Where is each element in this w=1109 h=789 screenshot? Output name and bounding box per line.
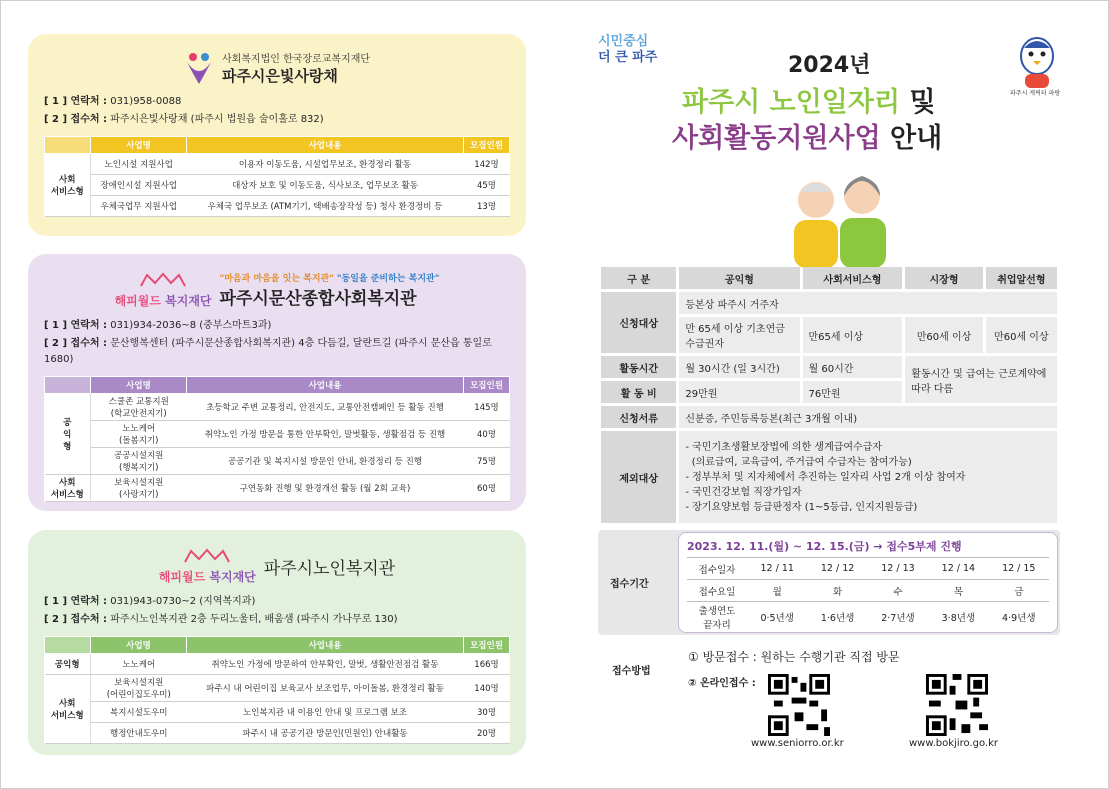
contact-value: 031)943-0730~2 (지역복지과) <box>110 596 256 607</box>
group-label: 공익형 <box>45 654 91 675</box>
eunbit-org-sub: 사회복지법인 한국장로교복지재단 <box>221 54 371 65</box>
address-label: [ 2 ] 접수처 : <box>44 114 108 125</box>
schedule-row-birth-digit <box>687 602 1049 632</box>
header-content: 사업내용 <box>187 377 464 394</box>
program-name: 보육시설지원 (어린이집도우미) <box>91 675 187 702</box>
program-desc: 우체국 업무보조 (ATM기기, 택배송장작성 등) 청사 환경정비 등 <box>187 196 464 217</box>
apply-common: 등본상 파주시 거주자 <box>679 292 1057 314</box>
schedule-row-day <box>687 580 1049 602</box>
munsan-org-name: 파주시문산종합사회복지관 <box>219 289 417 309</box>
url-bokjiro[interactable]: www.bokjiro.go.kr <box>909 738 998 749</box>
header-program: 사업명 <box>91 137 187 154</box>
schedule-day: 월 <box>747 580 807 602</box>
hours-public: 월 30시간 (일 3시간) <box>679 356 799 378</box>
table-row <box>45 654 510 675</box>
table-header-row <box>45 637 510 654</box>
program-info-table <box>598 264 1060 526</box>
program-count: 13명 <box>464 196 510 217</box>
program-count: 60명 <box>464 475 510 502</box>
senior-center-program-table <box>44 636 510 744</box>
row-label-hours: 활동시간 <box>601 356 676 378</box>
headline-2-plain: 안내 <box>880 123 943 154</box>
table-row <box>45 196 510 217</box>
slogan-part-2: "동일을 준비하는 복지관" <box>336 274 440 284</box>
senior-center-contact <box>44 594 510 610</box>
schedule-label: 접수일자 <box>687 558 747 580</box>
schedule-date: 12 / 13 <box>868 558 928 580</box>
crown-icon <box>139 272 187 288</box>
eunbit-logo-icon <box>184 50 214 86</box>
table-row <box>45 421 510 448</box>
agency-card-eunbit <box>28 34 526 236</box>
program-desc: 취약노인 가정에 방문하여 안부확인, 말벗, 생활안전점검 활동 <box>187 654 464 675</box>
info-row-docs <box>601 406 1057 428</box>
program-name: 노인시설 지원사업 <box>91 154 187 175</box>
method-online: ② 온라인접수 : <box>688 678 756 689</box>
address-value: 파주시노인복지관 2층 두리노울터, 배움샘 (파주시 가나무로 130) <box>110 614 398 625</box>
program-count: 75명 <box>464 448 510 475</box>
pay-social: 76만원 <box>803 381 903 403</box>
program-name: 노노케어 <box>91 654 187 675</box>
program-count: 30명 <box>464 702 510 723</box>
method-label: 접수방법 <box>612 666 651 677</box>
schedule-digit: 3·8년생 <box>928 602 988 632</box>
schedule-digit: 4·9년생 <box>989 602 1049 632</box>
table-header-row <box>45 137 510 154</box>
schedule-day: 수 <box>868 580 928 602</box>
method-visit: ① 방문접수 : 원하는 수행기관 직접 방문 <box>688 650 900 664</box>
header-content: 사업내용 <box>187 137 464 154</box>
header-count: 모집인원 <box>464 637 510 654</box>
period-title: 2023. 12. 11.(월) ~ 12. 15.(금) → 접수5부제 진행 <box>687 540 962 553</box>
header-content: 사업내용 <box>187 637 464 654</box>
group-label: 사회 서비스형 <box>45 475 91 502</box>
table-row <box>45 723 510 744</box>
schedule-date: 12 / 14 <box>928 558 988 580</box>
table-row <box>45 448 510 475</box>
schedule-label: 접수요일 <box>687 580 747 602</box>
schedule-date: 12 / 11 <box>747 558 807 580</box>
info-row-apply <box>601 292 1057 314</box>
program-count: 145명 <box>464 394 510 421</box>
program-desc: 초등학교 주변 교통정리, 안전지도, 교통안전캠페인 등 활동 진행 <box>187 394 464 421</box>
munsan-address <box>44 336 510 368</box>
info-row-hours <box>601 356 1057 378</box>
application-period-section <box>598 530 1060 635</box>
program-desc: 파주시 내 공공기관 방문인(민원인) 안내활동 <box>187 723 464 744</box>
row-label-docs: 신청서류 <box>601 406 676 428</box>
senior-center-org-name: 파주시노인복지관 <box>263 558 396 579</box>
program-count: 20명 <box>464 723 510 744</box>
group-label: 사회 서비스형 <box>45 675 91 744</box>
schedule-label: 출생연도 끝자리 <box>687 602 747 632</box>
schedule-date: 12 / 12 <box>807 558 867 580</box>
col-public: 공익형 <box>679 267 799 289</box>
program-desc: 공공기관 및 복지시설 방문인 안내, 환경정리 등 진행 <box>187 448 464 475</box>
header-count: 모집인원 <box>464 377 510 394</box>
info-row-exclusion <box>601 431 1057 523</box>
url-seniorro[interactable]: www.seniorro.or.kr <box>751 738 844 749</box>
row-label-pay: 활 동 비 <box>601 381 676 403</box>
program-count: 40명 <box>464 421 510 448</box>
exclusion-list <box>679 431 1057 523</box>
munsan-program-table <box>44 376 510 502</box>
table-header-row <box>45 377 510 394</box>
apply-job: 만60세 이상 <box>986 317 1057 353</box>
program-count: 140명 <box>464 675 510 702</box>
munsan-slogan <box>220 271 440 284</box>
contact-label: [ 1 ] 연락처 : <box>44 596 108 607</box>
mascot-icon <box>1016 34 1058 92</box>
table-row <box>45 675 510 702</box>
docs-value: 신분증, 주민등록등본(최근 3개월 이내) <box>679 406 1057 428</box>
table-row <box>45 175 510 196</box>
mascot-caption: 파주시 캐릭터 파랑 <box>1010 90 1061 97</box>
col-market: 시장형 <box>905 267 982 289</box>
eunbit-logo <box>44 44 510 92</box>
market-note: 활동시간 및 급여는 근로계약에 따라 다름 <box>905 356 1057 403</box>
schedule-day: 금 <box>989 580 1049 602</box>
brand-line-2: 더 큰 파주 <box>598 50 658 65</box>
group-label: 공 익 형 <box>45 394 91 475</box>
col-category: 구 분 <box>601 267 676 289</box>
hours-social: 월 60시간 <box>803 356 903 378</box>
row-label-apply: 신청대상 <box>601 292 676 353</box>
apply-social: 만65세 이상 <box>803 317 903 353</box>
program-count: 142명 <box>464 154 510 175</box>
headline-1-highlight: 파주시 노인일자리 <box>682 87 901 118</box>
schedule-day: 목 <box>928 580 988 602</box>
program-count: 166명 <box>464 654 510 675</box>
address-label: [ 2 ] 접수처 : <box>44 338 108 349</box>
contact-label: [ 1 ] 연락처 : <box>44 320 108 331</box>
address-value: 파주시은빛사랑채 (파주시 법원읍 술이홀로 832) <box>110 114 324 125</box>
senior-center-logo <box>44 540 510 592</box>
period-box <box>678 532 1058 633</box>
slogan-part-1: "마음과 마음을 잇는 복지관" <box>219 274 334 284</box>
agency-card-senior-center <box>28 530 526 755</box>
brand-line-1: 시민중심 <box>598 34 649 49</box>
col-social-service: 사회서비스형 <box>803 267 903 289</box>
exclusion-item: - 국민기초생활보장법에 의한 생계급여수급자 <box>685 441 883 453</box>
table-row <box>45 702 510 723</box>
qr-code-bokjiro[interactable] <box>926 674 988 736</box>
header-count: 모집인원 <box>464 137 510 154</box>
program-name: 행정안내도우미 <box>91 723 187 744</box>
headline-line-1 <box>682 80 936 119</box>
eunbit-address <box>44 112 510 128</box>
program-count: 45명 <box>464 175 510 196</box>
munsan-contact <box>44 318 510 334</box>
table-row <box>45 475 510 502</box>
program-desc: 취약노인 가정 방문을 통한 안부확인, 말벗활동, 생활점검 등 진행 <box>187 421 464 448</box>
senior-couple-illustration <box>774 160 904 268</box>
munsan-logo <box>44 264 510 316</box>
schedule-digit: 0·5년생 <box>747 602 807 632</box>
exclusion-item: - 장기요양보험 등급판정자 (1~5등급, 인지지원등급) <box>685 501 918 513</box>
headline-line-2 <box>672 116 942 155</box>
row-label-exclusion: 제외대상 <box>601 431 676 523</box>
schedule-date: 12 / 15 <box>989 558 1049 580</box>
program-desc: 파주시 내 어린이집 보육교사 보조업무, 아이돌봄, 환경정리 활동 <box>187 675 464 702</box>
eunbit-contact <box>44 94 510 110</box>
schedule-digit: 1·6년생 <box>807 602 867 632</box>
schedule-day: 화 <box>807 580 867 602</box>
program-name: 노노케어 (돌봄지기) <box>91 421 187 448</box>
period-schedule-table <box>687 557 1049 632</box>
contact-label: [ 1 ] 연락처 : <box>44 96 108 107</box>
title-area <box>598 30 1060 260</box>
contact-value: 031)934-2036~8 (중부스마트3과) <box>110 320 272 331</box>
program-name: 우체국업무 지원사업 <box>91 196 187 217</box>
apply-market: 만60세 이상 <box>905 317 982 353</box>
pay-public: 29만원 <box>679 381 799 403</box>
apply-public: 만 65세 이상 기초연금 수급권자 <box>679 317 799 353</box>
program-name: 복지시설도우미 <box>91 702 187 723</box>
contact-value: 031)958-0088 <box>110 96 182 107</box>
info-header-row <box>601 267 1057 289</box>
agency-card-munsan <box>28 254 526 511</box>
period-label: 접수기간 <box>610 579 649 590</box>
address-value: 문산행복센터 (파주시문산종합사회복지관) 4층 다듬길, 달란트길 (파주시 문산읍 통일로 1680) <box>44 338 492 365</box>
eunbit-program-table <box>44 136 510 217</box>
schedule-digit: 2·7년생 <box>868 602 928 632</box>
program-desc: 구연동화 진행 및 환경개선 활동 (월 2회 교육) <box>187 475 464 502</box>
happy-world-logo: 해피월드 복지재단 <box>159 548 256 585</box>
header-program: 사업명 <box>91 377 187 394</box>
program-name: 스쿨존 교통지원 (학교안전지기) <box>91 394 187 421</box>
headline-2-highlight: 사회활동지원사업 <box>672 123 881 154</box>
exclusion-item: - 국민건강보험 직장가입자 <box>685 486 802 498</box>
program-name: 공공시설지원 (행복지기) <box>91 448 187 475</box>
program-name: 보육시설지원 (사랑지기) <box>91 475 187 502</box>
headline-1-plain: 및 <box>900 87 936 118</box>
program-name: 장애인시설 지원사업 <box>91 175 187 196</box>
exclusion-item: - 정부부처 및 지자체에서 추진하는 일자리 사업 2개 이상 참여자 <box>685 471 966 483</box>
happy-world-logo: 해피월드 복지재단 <box>115 272 212 309</box>
header-program: 사업명 <box>91 637 187 654</box>
program-desc: 이용자 이동도움, 시설업무보조, 환경정리 활동 <box>187 154 464 175</box>
program-desc: 대상자 보호 및 이동도움, 식사보조, 업무보조 활동 <box>187 175 464 196</box>
program-desc: 노인복지관 내 이용인 안내 및 프로그램 보조 <box>187 702 464 723</box>
table-row <box>45 394 510 421</box>
page-year: 2024년 <box>788 53 871 78</box>
col-job-placement: 취업알선형 <box>986 267 1057 289</box>
schedule-row-date <box>687 558 1049 580</box>
table-row <box>45 154 510 175</box>
qr-code-seniorro[interactable] <box>768 674 830 736</box>
group-label: 사회 서비스형 <box>45 154 91 217</box>
senior-center-address <box>44 612 510 628</box>
exclusion-item: (의료급여, 교육급여, 주거급여 수급자는 참여가능) <box>685 456 912 468</box>
eunbit-org-name: 파주시은빛사랑채 <box>221 67 338 85</box>
city-slogan-logo <box>598 34 657 66</box>
address-label: [ 2 ] 접수처 : <box>44 614 108 625</box>
crown-icon <box>183 548 231 564</box>
